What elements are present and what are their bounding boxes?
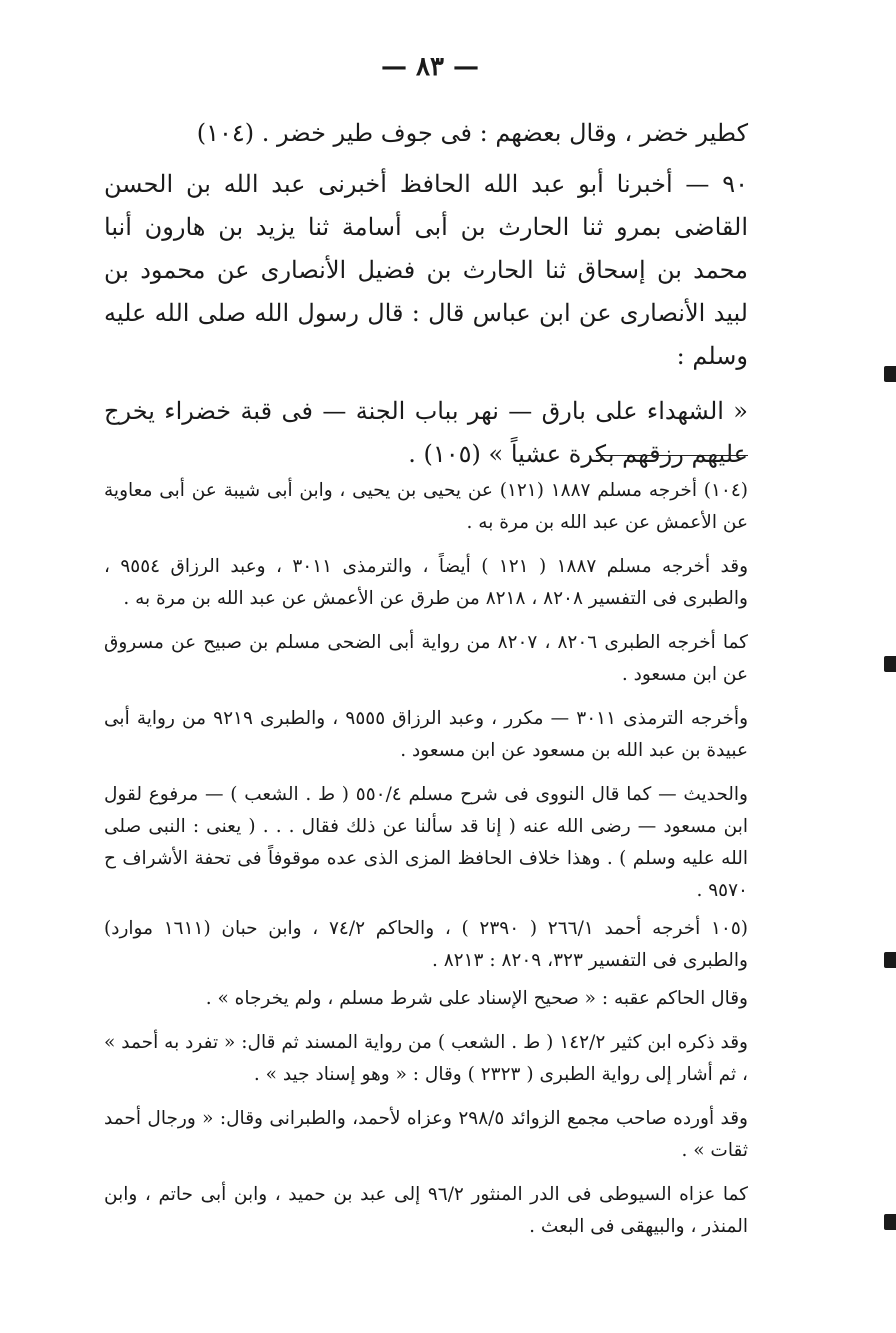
hadith-text-paragraph: « الشهداء على بارق — نهر بباب الجنة — فى قبة خضراء يخرج عليهم رزقهم بكرة عشياً » (١٠٥) . xyxy=(104,397,748,468)
footnote-paragraph: وقال الحاكم عقبه : « صحيح الإسناد على شرط مسلم ، ولم يخرجاه » . xyxy=(205,988,748,1009)
footnote-paragraph: (١٠٥ أخرجه أحمد ٢٦٦/١ ( ٢٣٩٠ ) ، والحاكم ٧٤/٢ ، وابن حبان (١٦١١ موارد) والطبرى فى التفسير ٣٢٣، ٨٢٠٩ : ٨٢١٣ . xyxy=(104,918,749,971)
main-paragraph: كطير خضر ، وقال بعضهم : فى جوف طير خضر . (١٠٤) xyxy=(196,119,748,147)
hadith-isnad-paragraph: ٩٠ — أخبرنا أبو عبد الله الحافظ أخبرنى عبد الله بن الحسن القاضى بمرو ثنا الحارث بن أبى أسامة ثنا يزيد بن هارون أنبا محمد بن إسحاق ثنا الحارث بن فضيل الأنصارى عن محمود بن لبيد الأنصارى عن ابن عباس قال : قال رسول الله صلى الله عليه وسلم : xyxy=(104,170,748,370)
footnote-paragraph: كما عزاه السيوطى فى الدر المنثور ٩٦/٢ إلى عبد بن حميد ، وابن أبى حاتم ، وابن المنذر ، والبيهقى فى البعث . xyxy=(104,1184,748,1237)
footnote-paragraph: (١٠٤) أخرجه مسلم ١٨٨٧ (١٢١) عن يحيى بن يحيى ، وابن أبى شيبة عن أبى معاوية عن الأعمش عن عبد الله بن مرة به . xyxy=(104,480,748,533)
scan-edge-mark xyxy=(884,1214,896,1230)
footnote-paragraph: والحديث — كما قال النووى فى شرح مسلم ٥٥٠/٤ ( ط . الشعب ) — مرفوع لقول ابن مسعود — رضى الله عنه ( إنا قد سألنا عن ذلك فقال . . . ( يعنى : النبى صلى الله عليه وسلم ) . وهذا خلاف الحافظ المزى الذى عده موقوفاً فى تحفة الأشراف ح ٩٥٧٠ . xyxy=(104,784,748,901)
scan-edge-mark xyxy=(884,952,896,968)
scan-edge-mark xyxy=(884,366,896,382)
footnote-separator xyxy=(596,455,748,456)
footnotes xyxy=(104,475,748,1255)
page-number: — ٨٣ — xyxy=(380,52,480,82)
footnote-paragraph: وقد أورده صاحب مجمع الزوائد ٢٩٨/٥ وعزاه لأحمد، والطبرانى وقال: « ورجال أحمد ثقات » . xyxy=(104,1108,748,1161)
main-text xyxy=(104,112,748,476)
footnote-paragraph: وأخرجه الترمذى ٣٠١١ — مكرر ، وعبد الرزاق ٩٥٥٥ ، والطبرى ٩٢١٩ من رواية أبى عبيدة بن عبد الله بن مسعود عن ابن مسعود . xyxy=(104,708,749,761)
footnote-paragraph: كما أخرجه الطبرى ٨٢٠٦ ، ٨٢٠٧ من رواية أبى الضحى مسلم بن صبيح عن مسروق عن ابن مسعود . xyxy=(104,632,748,685)
scan-edge-mark xyxy=(884,656,896,672)
footnote-paragraph: وقد أخرجه مسلم ١٨٨٧ ( ١٢١ ) أيضاً ، والترمذى ٣٠١١ ، وعبد الرزاق ٩٥٥٤ ، والطبرى فى التفسير ٨٢٠٨ ، ٨٢١٨ من طرق عن الأعمش عن عبد الله بن مرة به . xyxy=(104,556,749,609)
footnote-paragraph: وقد ذكره ابن كثير ١٤٢/٢ ( ط . الشعب ) من رواية المسند ثم قال: « تفرد به أحمد » ، ثم أشار إلى رواية الطبرى ( ٢٣٢٣ ) وقال : « وهو إسناد جيد » . xyxy=(104,1032,748,1085)
